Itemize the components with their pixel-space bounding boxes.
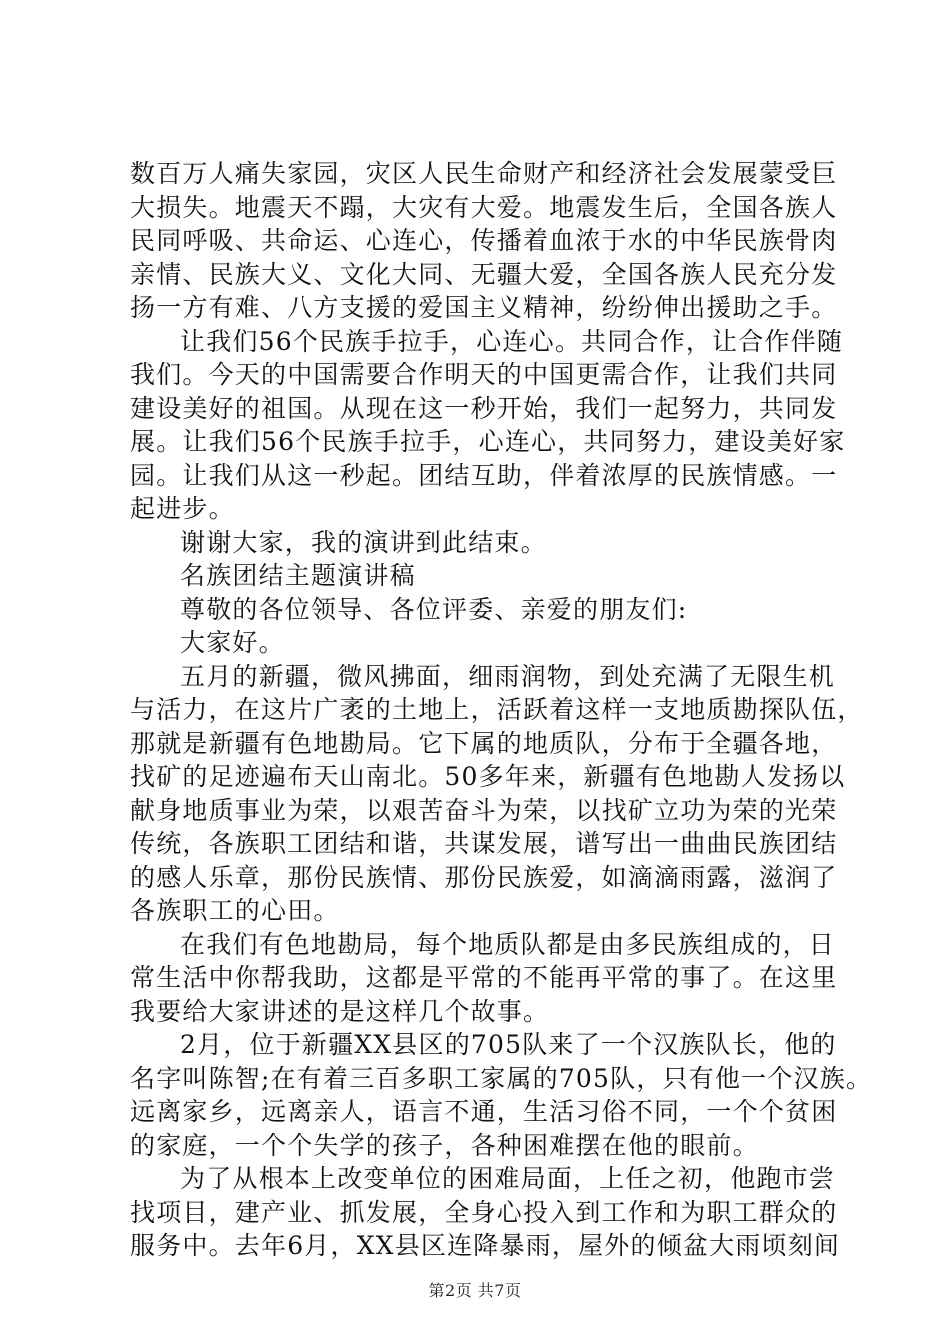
text-line: 让我们56个民族手拉手，心连心。共同合作，让合作伴随 [180,326,844,356]
text-line: 找项目，建产业、抓发展，全身心投入到工作和为职工群众的 [130,1197,838,1227]
page-number-footer: 第2页 共7页 [428,1281,522,1300]
text-line: 为了从根本上改变单位的困难局面，上任之初，他跑市尝 [180,1164,836,1193]
text-line: 五月的新疆，微风拂面，细雨润物，到处充满了无限生机 [180,661,836,691]
text-line: 我要给大家讲述的是这样几个故事。 [130,996,550,1026]
text-line: 园。让我们从这一秒起。团结互助，伴着浓厚的民族情感。一 [130,460,838,490]
text-line: 大损失。地震天不蹋，大灾有大爱。地震发生后，全国各族人 [130,192,838,222]
text-line: 我们。今天的中国需要合作明天的中国更需合作，让我们共同 [130,360,838,389]
text-line: 的感人乐章，那份民族情、那份民族爱，如滴滴雨露，滋润了 [130,862,838,892]
text-line: 与活力，在这片广袤的土地上，活跃着这样一支地质勘探队伍， [130,695,864,724]
text-line: 谢谢大家，我的演讲到此结束。 [180,527,547,557]
text-line: 常生活中你帮我助，这都是平常的不能再平常的事了。在这里 [130,963,838,992]
text-line: 名字叫陈智;在有着三百多职工家属的705队，只有他一个汉族。 [130,1063,873,1093]
text-line: 名族团结主题演讲稿 [180,561,416,590]
text-line: 展。让我们56个民族手拉手，心连心，共同努力，建设美好家 [130,427,846,456]
text-line: 服务中。去年6月，XX县区连降暴雨，屋外的倾盆大雨顷刻间 [130,1231,841,1260]
text-line: 大家好。 [180,628,285,657]
text-line: 远离家乡，远离亲人，语言不通，生活习俗不同，一个个贫困 [130,1097,838,1126]
text-line: 扬一方有难、八方支援的爱国主义精神，纷纷伸出援助之手。 [130,293,838,322]
text-line: 找矿的足迹遍布天山南北。50多年来，新疆有色地勘人发扬以 [130,762,846,791]
text-line: 2月，位于新疆XX县区的705队来了一个汉族队长，他的 [180,1030,837,1059]
text-line: 在我们有色地勘局，每个地质队都是由多民族组成的，日 [180,929,836,959]
text-line: 献身地质事业为荣，以艰苦奋斗为荣，以找矿立功为荣的光荣 [130,795,838,825]
text-line: 各族职工的心田。 [130,896,340,925]
text-line: 亲情、民族大义、文化大同、无疆大爱，全国各族人民充分发 [130,259,838,289]
text-line: 起进步。 [130,494,235,523]
text-line: 那就是新疆有色地勘局。它下属的地质队，分布于全疆各地， [130,728,838,758]
document-body [130,157,873,1263]
text-line: 尊敬的各位领导、各位评委、亲爱的朋友们: [180,594,688,624]
text-line: 传统，各族职工团结和谐，共谋发展，谱写出一曲曲民族团结 [130,829,838,858]
text-line: 民同呼吸、共命运、心连心，传播着血浓于水的中华民族骨肉 [130,226,838,255]
text-line: 建设美好的祖国。从现在这一秒开始，我们一起努力，共同发 [130,393,838,423]
text-line: 数百万人痛失家园，灾区人民生命财产和经济社会发展蒙受巨 [130,159,838,188]
text-line: 的家庭，一个个失学的孩子，各种困难摆在他的眼前。 [130,1130,759,1160]
